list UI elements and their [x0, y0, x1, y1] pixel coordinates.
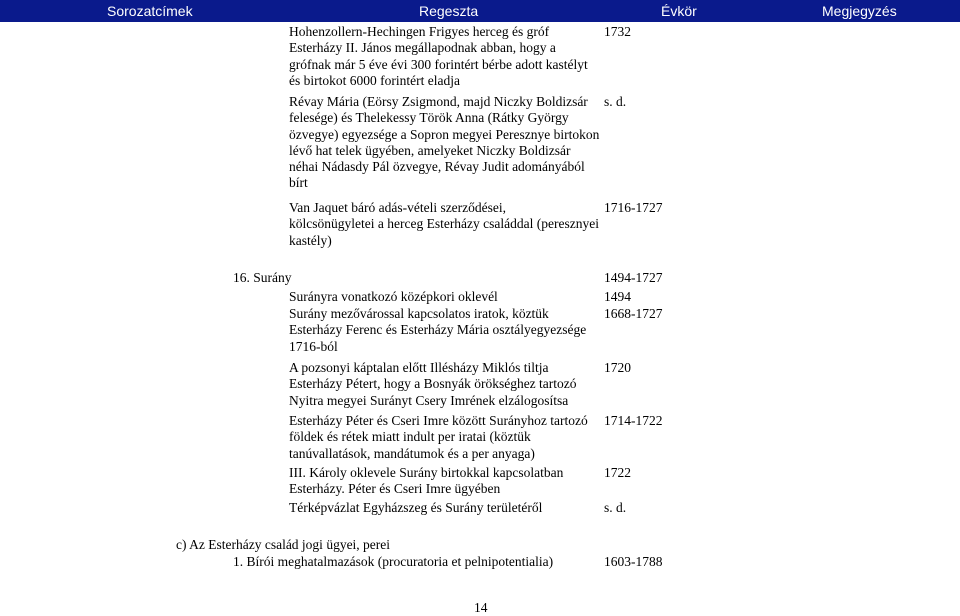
- entry-revay: [289, 94, 601, 192]
- entry-year: 1732: [604, 24, 631, 39]
- entry-line: Esterházy Pétert, hogy a Bosnyák örökséghez tartozó: [289, 376, 577, 392]
- table-header: [0, 0, 960, 22]
- entry-line: földek és rétek miatt indult per iratai (köztük: [289, 429, 531, 445]
- entry-surany-town: [289, 306, 601, 355]
- subsection-year: 1603-1788: [604, 554, 663, 569]
- entry-hohenzollern: [289, 24, 601, 89]
- entry-line: és birtokot 6000 forintért eladja: [289, 72, 460, 88]
- section-year: 1494-1727: [604, 270, 663, 285]
- entry-line: Nyitra megyei Surányt Csery Imrének elzálogosítsa: [289, 392, 569, 408]
- section-title-surany: 16. Surány: [233, 270, 292, 285]
- entry-line: kölcsönügyletei a herceg Esterházy családdal (peresznyei: [289, 216, 599, 232]
- entry-year: 1714-1722: [604, 413, 663, 428]
- entry-line: Surány mezővárossal kapcsolatos iratok, köztük: [289, 306, 549, 321]
- entry-line: Surányra vonatkozó középkori oklevél: [289, 289, 498, 304]
- entry-line: Van Jaquet báró adás-vételi szerződései,: [289, 200, 507, 215]
- entry-line: lévő hat telek ügyében, amelyeket Niczky Boldizsár: [289, 142, 571, 158]
- entry-year: 1494: [604, 289, 631, 304]
- entry-year: s. d.: [604, 500, 627, 515]
- header-col-years: Évkör: [661, 3, 697, 19]
- entry-year: s. d.: [604, 94, 627, 109]
- entry-year: 1668-1727: [604, 306, 663, 321]
- entry-line: grófnak már 5 éve évi 300 forintért bérbe adott kastélyt: [289, 56, 588, 72]
- header-col-notes: Megjegyzés: [822, 3, 897, 19]
- subsection-title-procuratoria: 1. Bírói meghatalmazások (procuratoria et pelnipotentialia): [233, 554, 554, 569]
- entry-line: 1716-ból: [289, 338, 338, 354]
- section-title-legal-affairs: c) Az Esterházy család jogi ügyei, perei: [176, 537, 391, 552]
- header-col-series: Sorozatcímek: [107, 3, 193, 19]
- entry-line: Esterházy II. János megállapodnak abban, hogy a: [289, 40, 556, 56]
- entry-line: tanúvallatások, mandátumok és a per anyaga): [289, 445, 535, 461]
- entry-map-sketch: [289, 500, 601, 516]
- entry-line: özvegye) egyezsége a Sopron megyei Peresznye birtokon: [289, 126, 600, 142]
- entry-line: A pozsonyi káptalan előtt Illésházy Miklós tiltja: [289, 360, 549, 375]
- entry-pozsony-chapter: [289, 360, 601, 409]
- entry-charles-iii-charter: [289, 465, 601, 498]
- header-col-regesta: Regeszta: [419, 3, 479, 19]
- entry-jaquet: [289, 200, 601, 249]
- entry-year: 1722: [604, 465, 631, 480]
- entry-line: Esterházy Péter és Cseri Imre között Surányhoz tartozó: [289, 413, 588, 428]
- entry-line: Révay Mária (Eörsy Zsigmond, majd Niczky Boldizsár: [289, 94, 588, 109]
- entry-year: 1720: [604, 360, 631, 375]
- entry-line: felesége) és Thelekessy Török Anna (Rátky György: [289, 110, 569, 126]
- entry-line: kastély): [289, 232, 332, 248]
- entry-line: III. Károly oklevele Surány birtokkal kapcsolatban: [289, 465, 564, 480]
- page-number: 14: [474, 600, 488, 615]
- entry-line: Hohenzollern-Hechingen Frigyes herceg és gróf: [289, 24, 550, 39]
- entry-line: Esterházy Ferenc és Esterházy Mária osztályegyezsége: [289, 322, 587, 338]
- entry-line: Térképvázlat Egyházszeg és Surány területéről: [289, 500, 543, 515]
- entry-line: bírt: [289, 175, 308, 191]
- entry-esterhazy-cseri-lawsuit: [289, 413, 601, 462]
- entry-line: Esterházy. Péter és Cseri Imre ügyében: [289, 481, 501, 497]
- entry-surany-medieval: [289, 289, 601, 305]
- entry-year: 1716-1727: [604, 200, 663, 215]
- entry-line: néhai Nádasdy Pál özvegye, Révay Judit adományából: [289, 159, 585, 175]
